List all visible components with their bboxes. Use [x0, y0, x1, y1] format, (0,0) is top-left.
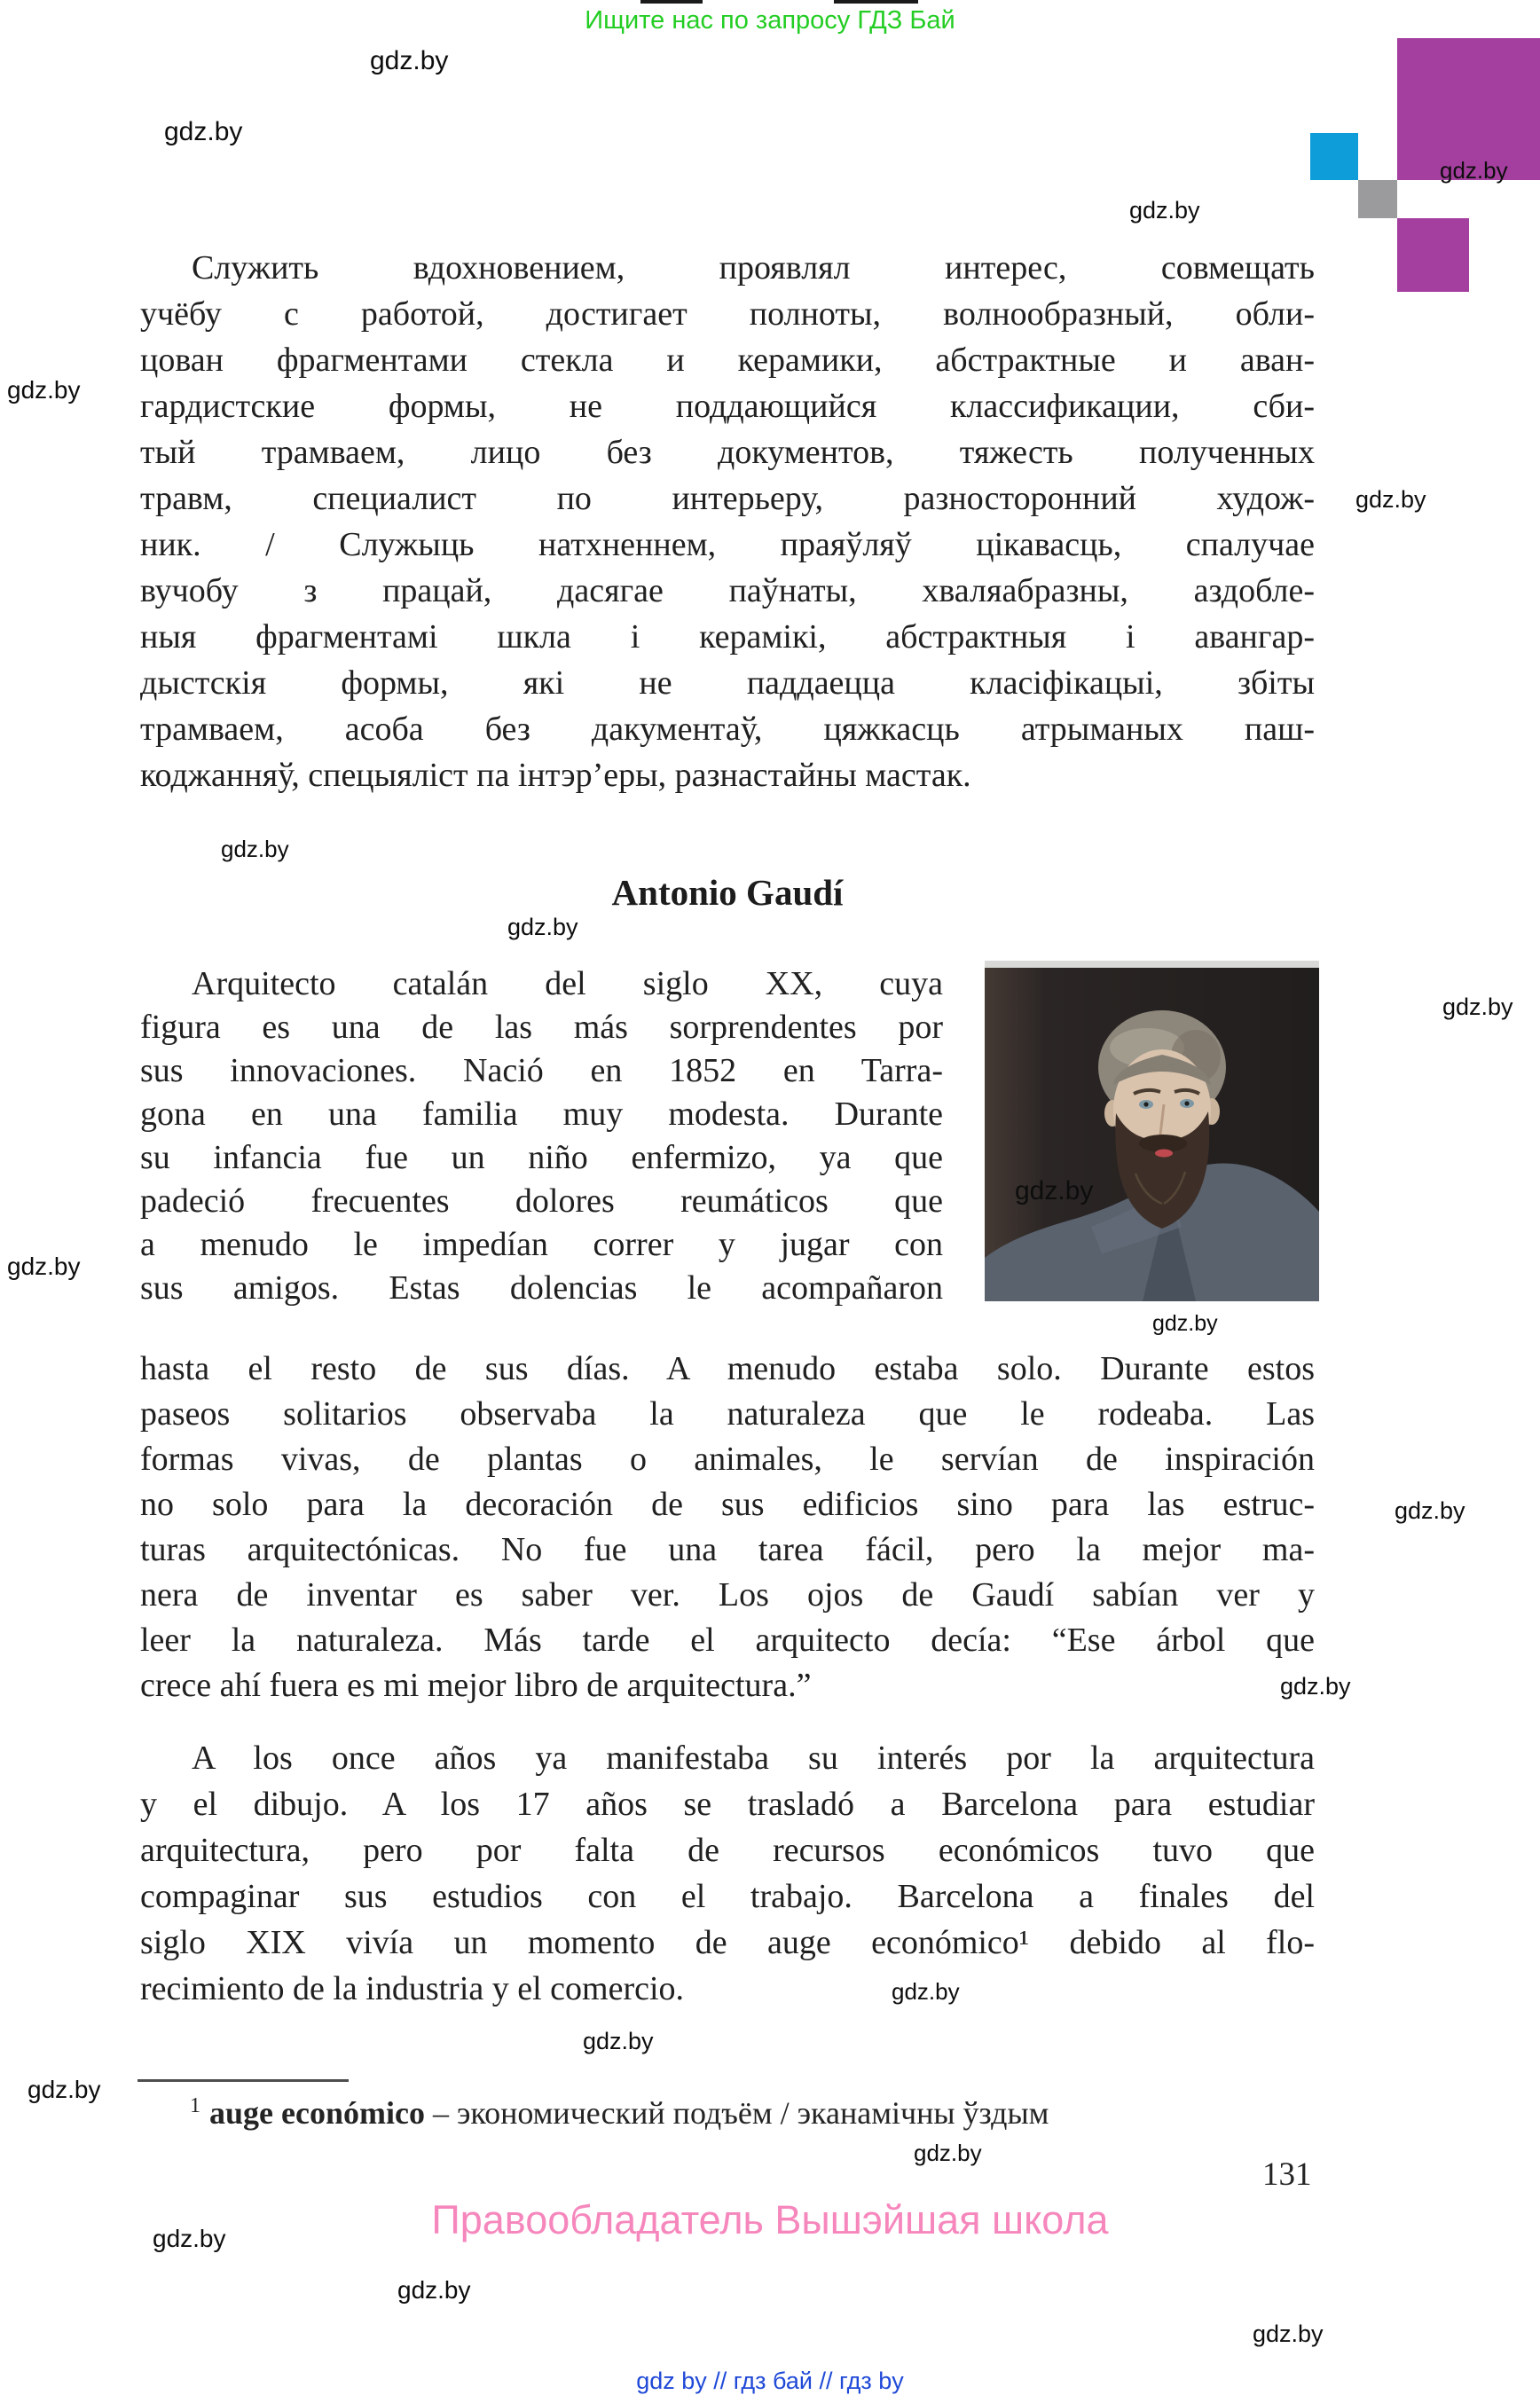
gdz-watermark: gdz.by — [1280, 1673, 1351, 1700]
gdz-watermark: gdz.by — [221, 836, 289, 862]
text-line: figura es una de las más sorprendentes por — [140, 1009, 943, 1046]
gdz-watermark: gdz.by — [7, 1253, 81, 1280]
gdz-watermark: gdz.by — [1442, 993, 1513, 1020]
text-line: no solo para la decoración de sus edificios sino para las estruc- — [140, 1486, 1315, 1523]
text-line: turas arquitectónicas. No fue una tarea fácil, pero la mejor ma- — [140, 1531, 1315, 1568]
gdz-watermark: gdz.by — [28, 2076, 101, 2103]
text-line: su infancia fue un niño enfermizo, ya que — [140, 1139, 943, 1176]
footnote-term: auge económico — [209, 2095, 425, 2131]
text-line: Arquitecto catalán del siglo XX, cuya — [192, 965, 943, 1002]
gaudi-portrait-drawing — [985, 961, 1319, 1301]
gdz-watermark: gdz.by — [583, 2028, 654, 2054]
gdz-watermark: gdz.by — [1440, 157, 1508, 184]
gdz-watermark: gdz.by — [1129, 197, 1200, 224]
text-line: тый трамваем, лицо без документов, тяжесть полученных — [140, 434, 1315, 471]
text-line: leer la naturaleza. Más tarde el arquitecto decía: “Ese árbol que — [140, 1622, 1315, 1659]
gdz-watermark: gdz.by — [397, 2276, 471, 2304]
text-line: hasta el resto de sus días. A menudo estaba solo. Durante estos — [140, 1350, 1315, 1387]
text-line: nera de inventar es saber ver. Los ojos de Gaudí sabían ver y — [140, 1576, 1315, 1614]
footnote-divider — [138, 2079, 349, 2082]
text-line: Служить вдохновением, проявлял интерес, совмещать — [192, 249, 1315, 287]
promo-header: Ищите нас по запросу ГДЗ Бай — [585, 6, 955, 35]
gdz-watermark: gdz.by — [164, 117, 243, 146]
page-number: 131 — [1262, 2156, 1312, 2193]
gdz-watermark: gdz.by — [1395, 1497, 1465, 1524]
gdz-watermark: gdz.by — [892, 1978, 960, 2005]
paragraph-es-biography — [140, 1735, 1315, 2012]
text-line: ник. / Служыць натхненнем, праяўляў цікавасць, спалучае — [140, 526, 1315, 563]
text-line: siglo XIX vivía un momento de auge económico¹ debido al flo- — [140, 1924, 1315, 1961]
text-line: A los once años ya manifestaba su interés por la arquitectura — [192, 1739, 1315, 1777]
text-line: arquitectura, pero por falta de recursos económicos tuvo que — [140, 1832, 1315, 1869]
gdz-watermark: gdz.by — [1253, 2321, 1324, 2347]
footnote-translation: – экономический подъём / эканамічны ўздым — [424, 2095, 1049, 2131]
paragraph-es-wide — [140, 1347, 1315, 1708]
gdz-watermark: gdz.by — [370, 46, 449, 75]
scan-mark-left — [640, 0, 703, 4]
text-line: sus amigos. Estas dolencias le acompañaron — [140, 1269, 943, 1307]
text-line: учёбу с работой, достигает полноты, волнообразный, обли- — [140, 295, 1315, 333]
text-line: paseos solitarios observaba la naturaleza que le rodeaba. Las — [140, 1395, 1315, 1433]
publisher-line: Правообладатель Вышэйшая школа — [431, 2197, 1109, 2242]
text-line: crece ahí fuera es mi mejor libro de arquitectura.” — [140, 1667, 812, 1704]
text-line: гардистские формы, не поддающийся классификации, сби- — [140, 388, 1315, 425]
text-line: a menudo le impedían correr y jugar con — [140, 1226, 943, 1263]
text-line: трамваем, асоба без дакументаў, цяжкасць атрыманых паш- — [140, 711, 1315, 748]
text-line: вучобу з працай, дасягае паўнаты, хваляабразны, аздобле- — [140, 572, 1315, 609]
gdz-watermark: gdz.by — [1152, 1311, 1218, 1336]
text-line: ныя фрагментамі шкла і керамікі, абстрактныя і авангар- — [140, 618, 1315, 656]
purple-square-small — [1397, 218, 1469, 292]
text-line: compaginar sus estudios con el trabajo. Barcelona a finales del — [140, 1878, 1315, 1915]
text-line: коджанняў, спецыяліст па інтэр’еры, разнастайны мастак. — [140, 757, 971, 794]
text-line: sus innovaciones. Nació en 1852 en Tarra- — [140, 1052, 943, 1089]
gdz-watermark: gdz.by — [7, 376, 81, 404]
text-line: formas vivas, de plantas o animales, le servían de inspiración — [140, 1441, 1315, 1478]
gaudi-portrait-photo — [985, 961, 1319, 1301]
gdz-watermark: gdz.by — [153, 2225, 226, 2252]
text-line: дыстскія формы, які не паддаецца класіфікацыі, збіты — [140, 664, 1315, 702]
gdz-watermark: gdz.by — [1015, 1176, 1094, 1205]
text-line: цован фрагментами стекла и керамики, абстрактные и аван- — [140, 342, 1315, 379]
scan-mark-right — [834, 0, 918, 4]
gdz-watermark: gdz.by — [507, 914, 578, 940]
gdz-watermark: gdz.by — [1355, 486, 1426, 513]
footer-links[interactable]: gdz by // гдз бай // гдз by — [636, 2368, 904, 2394]
paragraph-ru-by — [140, 245, 1315, 798]
gray-square — [1358, 180, 1397, 218]
text-line: recimiento de la industria y el comercio. — [140, 1970, 685, 2007]
footnote-marker: 1 — [190, 2094, 200, 2117]
text-line: gona en una familia muy modesta. Durante — [140, 1095, 943, 1133]
footnote — [190, 2093, 1049, 2132]
paragraph-es-narrow — [140, 962, 943, 1310]
text-line: травм, специалист по интерьеру, разносторонний худож- — [140, 480, 1315, 517]
gdz-watermark: gdz.by — [914, 2140, 982, 2166]
section-title: Antonio Gaudí — [611, 872, 844, 913]
blue-square — [1310, 133, 1358, 180]
text-line: padeció frecuentes dolores reumáticos que — [140, 1182, 943, 1220]
text-line: y el dibujo. A los 17 años se trasladó a Barcelona para estudiar — [140, 1786, 1315, 1823]
